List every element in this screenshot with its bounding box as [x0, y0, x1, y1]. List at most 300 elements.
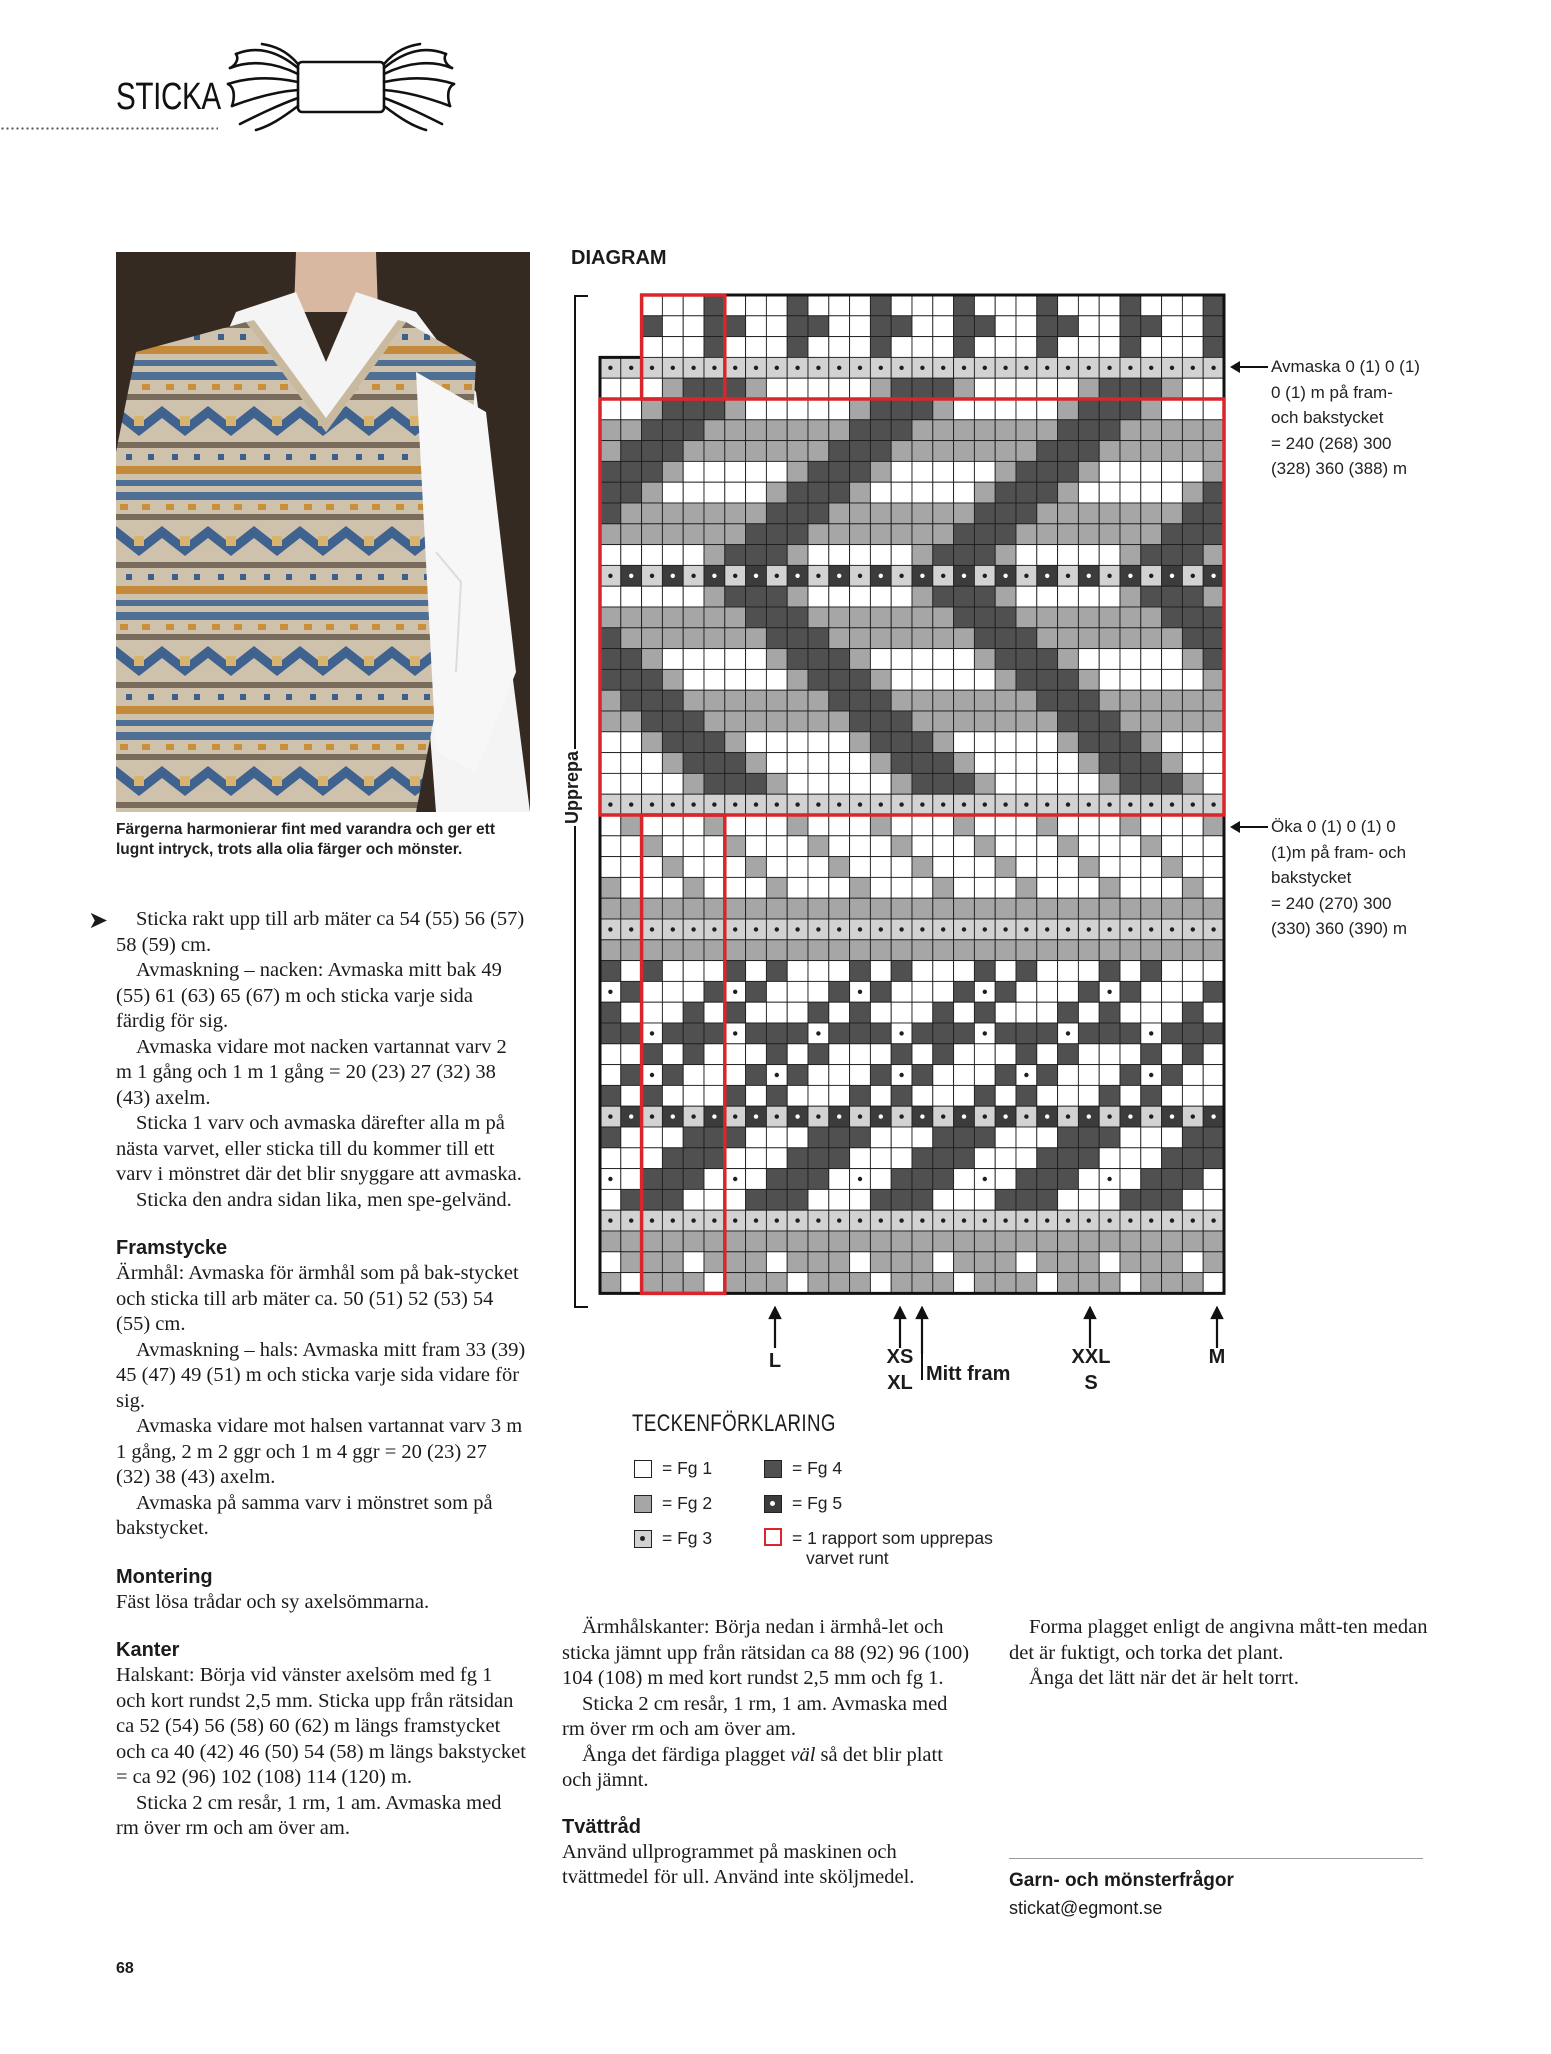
swatch-repeat [764, 1528, 782, 1546]
stitch-dot [1149, 366, 1153, 370]
stitch-cell [704, 295, 725, 316]
paragraph: Sticka 2 cm resår, 1 rm, 1 am. Avmaska med rm över rm och am över am. [116, 1791, 502, 1839]
stitch-cell [662, 711, 683, 732]
stitch-cell [995, 1231, 1016, 1252]
stitch-cell [766, 295, 787, 316]
stitch-cell [995, 399, 1016, 420]
stitch-cell [850, 773, 871, 794]
stitch-cell [870, 753, 891, 774]
stitch-dot [733, 990, 737, 994]
stitch-cell [662, 877, 683, 898]
stitch-cell [870, 1148, 891, 1169]
stitch-cell [1141, 961, 1162, 982]
stitch-cell [704, 815, 725, 836]
stitch-cell [829, 1044, 850, 1065]
stitch-cell [912, 836, 933, 857]
stitch-cell [1162, 607, 1183, 628]
stitch-cell [662, 586, 683, 607]
stitch-cell [1141, 1127, 1162, 1148]
stitch-cell [1037, 1065, 1058, 1086]
stitch-cell [1099, 815, 1120, 836]
stitch-cell [1141, 711, 1162, 732]
stitch-cell [808, 378, 829, 399]
stitch-cell [766, 482, 787, 503]
stitch-cell [621, 1023, 642, 1044]
stitch-cell [933, 732, 954, 753]
stitch-cell [995, 586, 1016, 607]
stitch-cell [974, 378, 995, 399]
stitch-cell [974, 545, 995, 566]
stitch-cell [1016, 981, 1037, 1002]
stitch-cell [850, 649, 871, 670]
stitch-cell [891, 1252, 912, 1273]
stitch-cell [1099, 1231, 1120, 1252]
stitch-cell [704, 981, 725, 1002]
stitch-cell [1162, 857, 1183, 878]
stitch-cell [621, 586, 642, 607]
stitch-cell [808, 1148, 829, 1169]
stitch-cell [1182, 1273, 1203, 1294]
stitch-cell [808, 337, 829, 358]
stitch-cell [683, 628, 704, 649]
stitch-cell [954, 773, 975, 794]
stitch-cell [600, 877, 621, 898]
marker-XL: XL [887, 1372, 913, 1394]
stitch-cell [766, 1148, 787, 1169]
stitch-cell [787, 1148, 808, 1169]
stitch-cell [1016, 316, 1037, 337]
stitch-cell [1078, 690, 1099, 711]
stitch-cell [662, 295, 683, 316]
stitch-cell [766, 1044, 787, 1065]
stitch-cell [787, 399, 808, 420]
stitch-cell [933, 1065, 954, 1086]
stitch-cell [1162, 1273, 1183, 1294]
stitch-cell [621, 628, 642, 649]
stitch-cell [1203, 690, 1224, 711]
stitch-cell [1078, 981, 1099, 1002]
stitch-cell [642, 586, 663, 607]
stitch-cell [766, 649, 787, 670]
stitch-cell [1203, 836, 1224, 857]
stitch-cell [1099, 482, 1120, 503]
stitch-cell [662, 503, 683, 524]
stitch-cell [891, 441, 912, 462]
stitch-cell [766, 711, 787, 732]
stitch-cell [662, 1148, 683, 1169]
stitch-dot [712, 927, 716, 931]
stitch-cell [933, 378, 954, 399]
stitch-cell [621, 857, 642, 878]
stitch-cell [1203, 607, 1224, 628]
stitch-cell [808, 545, 829, 566]
heading-tvattrad: Tvättråd [562, 1815, 641, 1838]
stitch-cell [1099, 420, 1120, 441]
vest-illustration [116, 252, 530, 812]
stitch-cell [808, 295, 829, 316]
stitch-cell [787, 877, 808, 898]
stitch-cell [850, 1023, 871, 1044]
stitch-cell [1037, 628, 1058, 649]
stitch-cell [933, 441, 954, 462]
stitch-cell [746, 649, 767, 670]
stitch-dot [775, 1218, 779, 1222]
stitch-dot [650, 366, 654, 370]
stitch-cell [995, 711, 1016, 732]
stitch-cell [766, 877, 787, 898]
stitch-cell [1016, 586, 1037, 607]
contact-email[interactable]: stickat@egmont.se [1009, 1898, 1163, 1918]
stitch-cell [662, 898, 683, 919]
stitch-cell [891, 1044, 912, 1065]
stitch-cell [1203, 753, 1224, 774]
stitch-dot [879, 366, 883, 370]
stitch-dot [837, 1218, 841, 1222]
stitch-dot [1211, 1114, 1215, 1118]
stitch-cell [662, 545, 683, 566]
stitch-cell [954, 461, 975, 482]
stitch-cell [642, 399, 663, 420]
stitch-cell [683, 898, 704, 919]
header-rule [0, 126, 218, 132]
stitch-dot [1211, 802, 1215, 806]
stitch-dot [1066, 927, 1070, 931]
stitch-cell [829, 773, 850, 794]
stitch-cell [808, 461, 829, 482]
stitch-cell [995, 669, 1016, 690]
stitch-cell [725, 378, 746, 399]
stitch-cell [850, 399, 871, 420]
stitch-cell [1203, 545, 1224, 566]
stitch-cell [1162, 1085, 1183, 1106]
stitch-cell [974, 628, 995, 649]
stitch-cell [1016, 1148, 1037, 1169]
photo-caption: Färgerna harmonierar fint med varandra och ger ett lugnt intryck, trots alla olia färger och mönster. [116, 821, 495, 858]
stitch-cell [621, 1231, 642, 1252]
stitch-cell [1141, 773, 1162, 794]
stitch-dot [650, 927, 654, 931]
stitch-cell [870, 1044, 891, 1065]
paragraph: Använd ullprogrammet på maskinen och tvättmedel för ull. Använd inte sköljmedel. [562, 1840, 915, 1888]
stitch-cell [1037, 877, 1058, 898]
knitting-chart [596, 292, 1230, 1306]
stitch-cell [808, 711, 829, 732]
stitch-cell [704, 773, 725, 794]
stitch-cell [870, 628, 891, 649]
stitch-cell [1099, 836, 1120, 857]
stitch-cell [995, 732, 1016, 753]
stitch-cell [1016, 337, 1037, 358]
note-top: Avmaska 0 (1) 0 (1) 0 (1) m på fram- och bakstycket = 240 (268) 300 (328) 360 (388) m [1271, 357, 1420, 478]
paragraph: Sticka rakt upp till arb mäter ca 54 (55) 56 (57) 58 (59) cm. [116, 908, 525, 956]
stitch-cell [621, 1044, 642, 1065]
stitch-cell [995, 378, 1016, 399]
stitch-cell [642, 961, 663, 982]
stitch-cell [1016, 773, 1037, 794]
stitch-cell [1078, 1273, 1099, 1294]
stitch-cell [974, 1189, 995, 1210]
stitch-cell [662, 337, 683, 358]
stitch-cell [891, 815, 912, 836]
stitch-cell [1037, 981, 1058, 1002]
stitch-cell [1099, 877, 1120, 898]
stitch-cell [974, 1127, 995, 1148]
stitch-cell [683, 295, 704, 316]
stitch-cell [1120, 295, 1141, 316]
stitch-cell [1037, 1189, 1058, 1210]
stitch-cell [995, 295, 1016, 316]
stitch-cell [829, 524, 850, 545]
stitch-dot [1128, 366, 1132, 370]
stitch-cell [642, 441, 663, 462]
stitch-cell [808, 898, 829, 919]
stitch-cell [621, 378, 642, 399]
stitch-dot [671, 1218, 675, 1222]
stitch-cell [891, 669, 912, 690]
stitch-cell [829, 1065, 850, 1086]
stitch-cell [1037, 607, 1058, 628]
stitch-cell [1162, 1231, 1183, 1252]
stitch-cell [995, 1044, 1016, 1065]
stitch-cell [683, 1002, 704, 1023]
stitch-cell [933, 420, 954, 441]
stitch-cell [1141, 1252, 1162, 1273]
stitch-cell [1141, 1044, 1162, 1065]
stitch-cell [912, 378, 933, 399]
stitch-cell [1120, 1169, 1141, 1190]
stitch-cell [1120, 399, 1141, 420]
stitch-dot [941, 574, 945, 578]
stitch-cell [662, 649, 683, 670]
stitch-cell [1078, 773, 1099, 794]
stitch-cell [974, 524, 995, 545]
stitch-cell [1016, 1169, 1037, 1190]
stitch-dot [962, 574, 966, 578]
stitch-cell [954, 1127, 975, 1148]
stitch-cell [808, 524, 829, 545]
stitch-cell [621, 1169, 642, 1190]
stitch-cell [933, 940, 954, 961]
stitch-cell [1099, 586, 1120, 607]
marker-XS: XS [886, 1346, 914, 1368]
stitch-cell [995, 545, 1016, 566]
stitch-cell [662, 1002, 683, 1023]
stitch-cell [766, 545, 787, 566]
stitch-cell [1203, 503, 1224, 524]
stitch-cell [1120, 420, 1141, 441]
stitch-cell [954, 836, 975, 857]
stitch-cell [870, 316, 891, 337]
stitch-cell [933, 586, 954, 607]
stitch-cell [1162, 482, 1183, 503]
stitch-cell [870, 295, 891, 316]
stitch-dot [1003, 802, 1007, 806]
stitch-cell [808, 399, 829, 420]
stitch-cell [725, 1252, 746, 1273]
stitch-cell [704, 1023, 725, 1044]
stitch-cell [870, 545, 891, 566]
stitch-cell [642, 711, 663, 732]
stitch-cell [1203, 1002, 1224, 1023]
stitch-dot [733, 927, 737, 931]
stitch-cell [1058, 378, 1079, 399]
stitch-cell [683, 420, 704, 441]
stitch-cell [1037, 586, 1058, 607]
stitch-cell [829, 961, 850, 982]
stitch-cell [766, 961, 787, 982]
stitch-cell [850, 1273, 871, 1294]
stitch-dot [1087, 574, 1091, 578]
stitch-cell [1099, 753, 1120, 774]
stitch-cell [1182, 545, 1203, 566]
stitch-dot [1128, 1218, 1132, 1222]
stitch-cell [725, 1065, 746, 1086]
stitch-cell [1016, 669, 1037, 690]
stitch-cell [662, 461, 683, 482]
stitch-cell [891, 773, 912, 794]
stitch-cell [808, 607, 829, 628]
stitch-cell [870, 898, 891, 919]
stitch-cell [1058, 503, 1079, 524]
stitch-cell [1099, 1189, 1120, 1210]
stitch-cell [621, 898, 642, 919]
stitch-cell [933, 1231, 954, 1252]
stitch-cell [642, 898, 663, 919]
stitch-dot [1024, 574, 1028, 578]
stitch-cell [1058, 1044, 1079, 1065]
stitch-cell [1162, 461, 1183, 482]
stitch-cell [642, 1148, 663, 1169]
stitch-dot [671, 802, 675, 806]
stitch-cell [1058, 420, 1079, 441]
stitch-dot [1045, 1218, 1049, 1222]
stitch-cell [912, 1023, 933, 1044]
stitch-cell [995, 1252, 1016, 1273]
stitch-cell [974, 399, 995, 420]
stitch-cell [1141, 607, 1162, 628]
stitch-cell [621, 482, 642, 503]
stitch-cell [766, 1189, 787, 1210]
stitch-dot [1149, 1218, 1153, 1222]
stitch-cell [891, 482, 912, 503]
stitch-cell [912, 607, 933, 628]
stitch-cell [891, 524, 912, 545]
stitch-cell [808, 649, 829, 670]
stitch-dot [712, 1114, 716, 1118]
stitch-cell [746, 711, 767, 732]
contact-rule [1009, 1858, 1423, 1859]
stitch-dot [1003, 574, 1007, 578]
stitch-cell [621, 1273, 642, 1294]
stitch-cell [725, 836, 746, 857]
stitch-cell [954, 1065, 975, 1086]
stitch-cell [1037, 690, 1058, 711]
stitch-cell [1162, 1044, 1183, 1065]
stitch-cell [621, 1085, 642, 1106]
stitch-cell [829, 607, 850, 628]
stitch-cell [1141, 420, 1162, 441]
stitch-cell [974, 420, 995, 441]
stitch-cell [1120, 524, 1141, 545]
stitch-cell [1078, 420, 1099, 441]
stitch-cell [891, 1127, 912, 1148]
stitch-cell [683, 1127, 704, 1148]
stitch-dot [983, 990, 987, 994]
stitch-cell [787, 482, 808, 503]
stitch-cell [787, 1127, 808, 1148]
stitch-cell [725, 690, 746, 711]
stitch-cell [725, 773, 746, 794]
stitch-dot [629, 927, 633, 931]
stitch-cell [912, 669, 933, 690]
stitch-cell [683, 815, 704, 836]
stitch-cell [746, 1044, 767, 1065]
stitch-dot [650, 1073, 654, 1077]
stitch-dot [899, 574, 903, 578]
stitch-cell [725, 649, 746, 670]
stitch-cell [642, 607, 663, 628]
stitch-cell [1078, 669, 1099, 690]
stitch-cell [954, 524, 975, 545]
stitch-cell [808, 690, 829, 711]
stitch-cell [954, 940, 975, 961]
stitch-cell [954, 961, 975, 982]
stitch-cell [1182, 1148, 1203, 1169]
stitch-cell [1016, 815, 1037, 836]
stitch-dot [629, 1218, 633, 1222]
stitch-cell [1058, 441, 1079, 462]
stitch-cell [912, 1169, 933, 1190]
stitch-cell [704, 628, 725, 649]
legend-fg3: = Fg 3 [634, 1528, 712, 1549]
stitch-cell [954, 669, 975, 690]
stitch-cell [933, 316, 954, 337]
stitch-cell [746, 981, 767, 1002]
stitch-dot [733, 802, 737, 806]
stitch-cell [1203, 773, 1224, 794]
stitch-cell [829, 857, 850, 878]
stitch-cell [933, 337, 954, 358]
stitch-cell [600, 441, 621, 462]
stitch-cell [891, 337, 912, 358]
stitch-cell [600, 503, 621, 524]
stitch-cell [683, 981, 704, 1002]
stitch-cell [725, 1044, 746, 1065]
stitch-dot [899, 1114, 903, 1118]
stitch-cell [1141, 1085, 1162, 1106]
stitch-cell [870, 877, 891, 898]
swatch-fg4 [764, 1460, 782, 1478]
stitch-cell [787, 711, 808, 732]
stitch-cell [704, 337, 725, 358]
stitch-cell [1203, 961, 1224, 982]
stitch-cell [1099, 607, 1120, 628]
stitch-cell [1058, 898, 1079, 919]
stitch-cell [704, 732, 725, 753]
stitch-cell [829, 1127, 850, 1148]
stitch-cell [642, 545, 663, 566]
stitch-cell [600, 461, 621, 482]
stitch-cell [850, 607, 871, 628]
stitch-cell [787, 1189, 808, 1210]
stitch-cell [974, 607, 995, 628]
paragraph: Ärmhålskanter: Börja nedan i ärmhå-let och sticka jämnt upp från rätsidan ca 88 (92) 96 (100) 104 (108) m med kort rundst 2,5 mm och fg 1. [562, 1616, 970, 1689]
stitch-cell [829, 586, 850, 607]
stitch-cell [1058, 1127, 1079, 1148]
note-arrowhead [1230, 821, 1240, 833]
stitch-cell [933, 482, 954, 503]
stitch-cell [704, 961, 725, 982]
